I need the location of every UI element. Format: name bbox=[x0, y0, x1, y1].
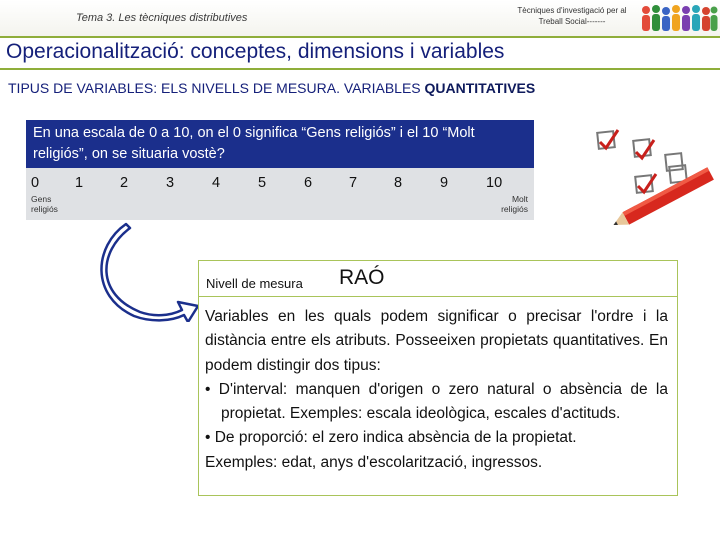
scale-value-2: 2 bbox=[120, 175, 129, 191]
question-box: En una escala de 0 a 10, on el 0 significa “Gens religiós” i el 10 “Molt religiós”, on se situaria vostè? bbox=[26, 120, 534, 168]
curved-arrow-icon bbox=[90, 222, 202, 322]
measurement-level-box bbox=[198, 260, 678, 496]
subtitle-prefix: TIPUS DE VARIABLES: ELS NIVELLS DE MESURA. VARIABLES bbox=[8, 80, 425, 96]
level-header bbox=[199, 261, 677, 297]
scale-value-10: 10 bbox=[486, 175, 503, 191]
scale-value-6: 6 bbox=[304, 175, 313, 191]
people-icon bbox=[640, 2, 718, 34]
scale-value-7: 7 bbox=[349, 175, 358, 191]
scale-value-3: 3 bbox=[166, 175, 175, 191]
scale-value-1: 1 bbox=[75, 175, 84, 191]
scale-value-9: 9 bbox=[440, 175, 449, 191]
level-description bbox=[205, 305, 668, 475]
header-bar bbox=[0, 0, 720, 38]
scale-value-4: 4 bbox=[212, 175, 221, 191]
header-course: Tècniques d'investigació per al Treball Social------- bbox=[517, 6, 627, 26]
scale-high-label bbox=[501, 194, 528, 214]
level-bullet-ratio: • De proporció: el zero indica absència de la propietat. bbox=[205, 429, 577, 447]
scale-low-label-line1: Gens bbox=[31, 194, 52, 204]
scale-low-label bbox=[31, 194, 58, 214]
level-intro: Variables en les quals podem significar o precisar l'ordre i la distància entre els atributs. Posseeixen propietats quantitatives. En podem distingir dos tipus: bbox=[205, 308, 668, 374]
scale-high-label-line1: Molt bbox=[511, 194, 528, 204]
scale-value-5: 5 bbox=[258, 175, 267, 191]
scale-low-label-line2: religiós bbox=[31, 204, 58, 214]
title-divider bbox=[0, 68, 720, 70]
level-examples: Exemples: edat, anys d'escolarització, ingressos. bbox=[205, 453, 543, 471]
header-topic: Tema 3. Les tècniques distributives bbox=[76, 12, 248, 24]
scale-value-8: 8 bbox=[394, 175, 403, 191]
checklist-pencil-illustration bbox=[536, 96, 720, 246]
page-title: Operacionalització: conceptes, dimensions i variables bbox=[6, 40, 505, 63]
level-label: Nivell de mesura bbox=[206, 276, 303, 291]
subtitle-emphasis: QUANTITATIVES bbox=[424, 80, 536, 96]
section-subtitle bbox=[8, 80, 535, 96]
level-name: RAÓ bbox=[339, 266, 385, 289]
scale-row bbox=[26, 168, 534, 220]
scale-high-label-line2: religiós bbox=[501, 204, 528, 214]
level-bullet-interval: • D'interval: manquen d'origen o zero natural o absència de la propietat. Exemples: escala ideològica, escales d'actituds. bbox=[205, 380, 668, 423]
scale-value-0: 0 bbox=[31, 175, 40, 191]
